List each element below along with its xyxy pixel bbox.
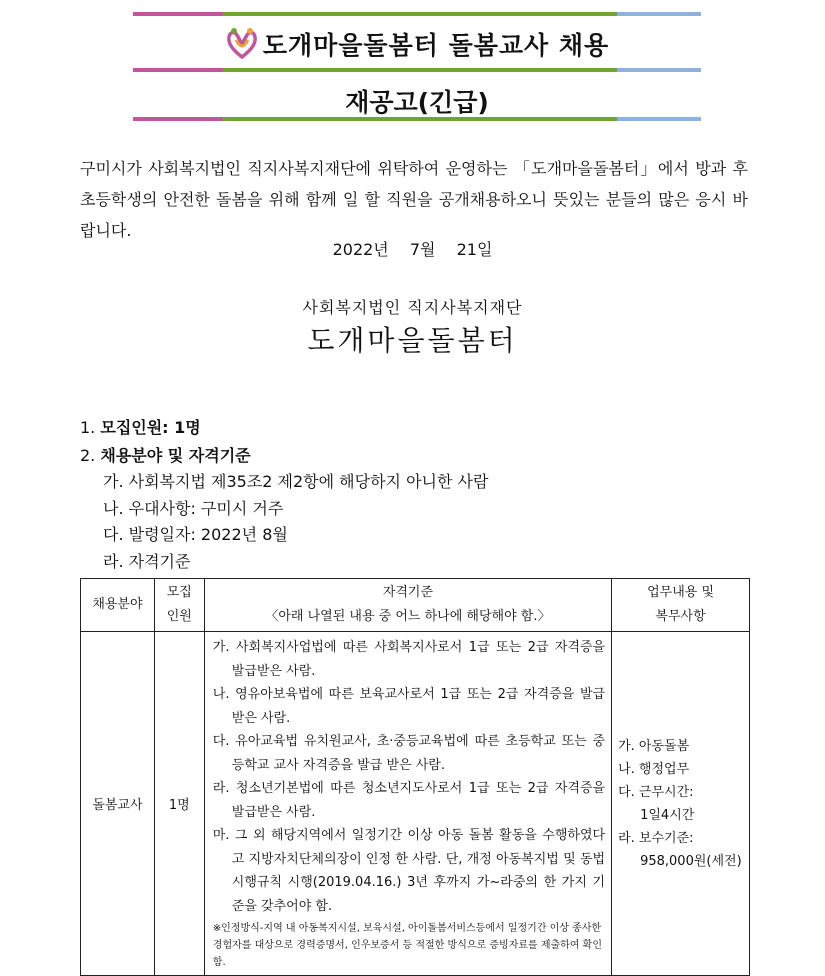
parent-organization: 사회복지법인 직지사복지재단 bbox=[302, 298, 523, 317]
qualification-table bbox=[80, 578, 750, 976]
list-item: 가. 사회복지법 제35조2 제2항에 해당하지 아니한 사람 bbox=[103, 472, 489, 491]
criteria-note: ※인정방식-지역 내 아동복지시설, 보육시설, 아이돌봄서비스등에서 일정기간 이상 종사한 경험자를 대상으로 경력증명서, 인우보증서 등 적절한 방식으로 증빙자료를 제출하여 확인 함. bbox=[212, 923, 602, 968]
table-header-row bbox=[81, 579, 750, 632]
page-title bbox=[133, 26, 701, 62]
cell-count: 1명 bbox=[154, 632, 204, 976]
section-2-label: 채용분야 및 자격기준 bbox=[100, 446, 251, 465]
list-item: 다. 발령일자: 2022년 8월 bbox=[103, 525, 288, 544]
table-row bbox=[81, 632, 750, 976]
duty-item: 라. 보수기준: bbox=[618, 830, 694, 846]
top-color-bar bbox=[133, 12, 701, 16]
heart-people-logo-icon bbox=[225, 26, 259, 60]
duty-item: 가. 아동돌봄 bbox=[618, 738, 690, 754]
organization-name: 도개마을돌봄터 bbox=[307, 324, 518, 357]
title-line1: 도개마을돌봄터 돌봄교사 채용 bbox=[262, 31, 610, 60]
section-2-number: 2. bbox=[80, 446, 96, 465]
list-item: 나. 우대사항: 구미시 거주 bbox=[103, 499, 284, 518]
duty-value: 958,000원(세전) bbox=[640, 853, 742, 869]
criteria-item: 가. 사회복지사업법에 따른 사회복지사로서 1급 또는 2급 자격증을 발급받은 사람. bbox=[212, 640, 606, 679]
date-month: 7월 bbox=[409, 240, 436, 259]
section-1 bbox=[80, 415, 201, 438]
announcement-date bbox=[0, 237, 825, 260]
date-year: 2022년 bbox=[332, 240, 389, 259]
intro-paragraph: 구미시가 사회복지법인 직지사복지재단에 위탁하여 운영하는 「도개마을돌봄터」에서 방과 후 초등학생의 안전한 돌봄을 위해 함께 일 할 직원을 공개채용하오니 뜻있는 분들의 많은 응시 바랍니다. bbox=[80, 159, 748, 240]
cell-criteria bbox=[204, 632, 611, 976]
cell-duties bbox=[612, 632, 750, 976]
duty-value: 1일4시간 bbox=[640, 807, 695, 823]
duty-item: 다. 근무시간: bbox=[618, 784, 694, 800]
bottom-color-bar bbox=[133, 117, 701, 121]
criteria-item: 마. 그 외 해당지역에서 일정기간 이상 아동 돌봄 활동을 수행하였다고 지방자치단체의장이 인정 한 사람. 단, 개정 아동복지법 및 동법 시행규칙 시행(2019.04.16.) 3년 후까지 가~라중의 한 가지 기준을 갖추어야 함. bbox=[212, 828, 606, 914]
date-day: 21일 bbox=[456, 240, 493, 259]
header-field: 채용분야 bbox=[81, 579, 155, 632]
header-criteria: 자격기준 〈아래 나열된 내용 중 어느 하나에 해당해야 함.〉 bbox=[204, 579, 611, 632]
page-subtitle: 재공고(긴급) bbox=[345, 88, 489, 117]
criteria-item: 라. 청소년기본법에 따른 청소년지도사로서 1급 또는 2급 자격증을 발급받은 사람. bbox=[212, 781, 606, 820]
middle-color-bar bbox=[133, 68, 701, 72]
section-1-label: 모집인원: 1명 bbox=[100, 418, 201, 437]
cell-field: 돌봄교사 bbox=[81, 632, 155, 976]
duty-item: 나. 행정업무 bbox=[618, 761, 690, 777]
list-item: 라. 자격기준 bbox=[103, 552, 191, 571]
section-1-number: 1. bbox=[80, 418, 96, 437]
criteria-item: 나. 영유아보육법에 따른 보육교사로서 1급 또는 2급 자격증을 발급받은 사람. bbox=[212, 687, 606, 726]
header-duty: 업무내용 및 복무사항 bbox=[612, 579, 750, 632]
section-2 bbox=[80, 443, 251, 466]
criteria-item: 다. 유아교육법 유치원교사, 초·중등교육법에 따른 초등학교 또는 중등학교 교사 자격증을 발급 받은 사람. bbox=[212, 734, 606, 773]
header-count: 모집 인원 bbox=[154, 579, 204, 632]
